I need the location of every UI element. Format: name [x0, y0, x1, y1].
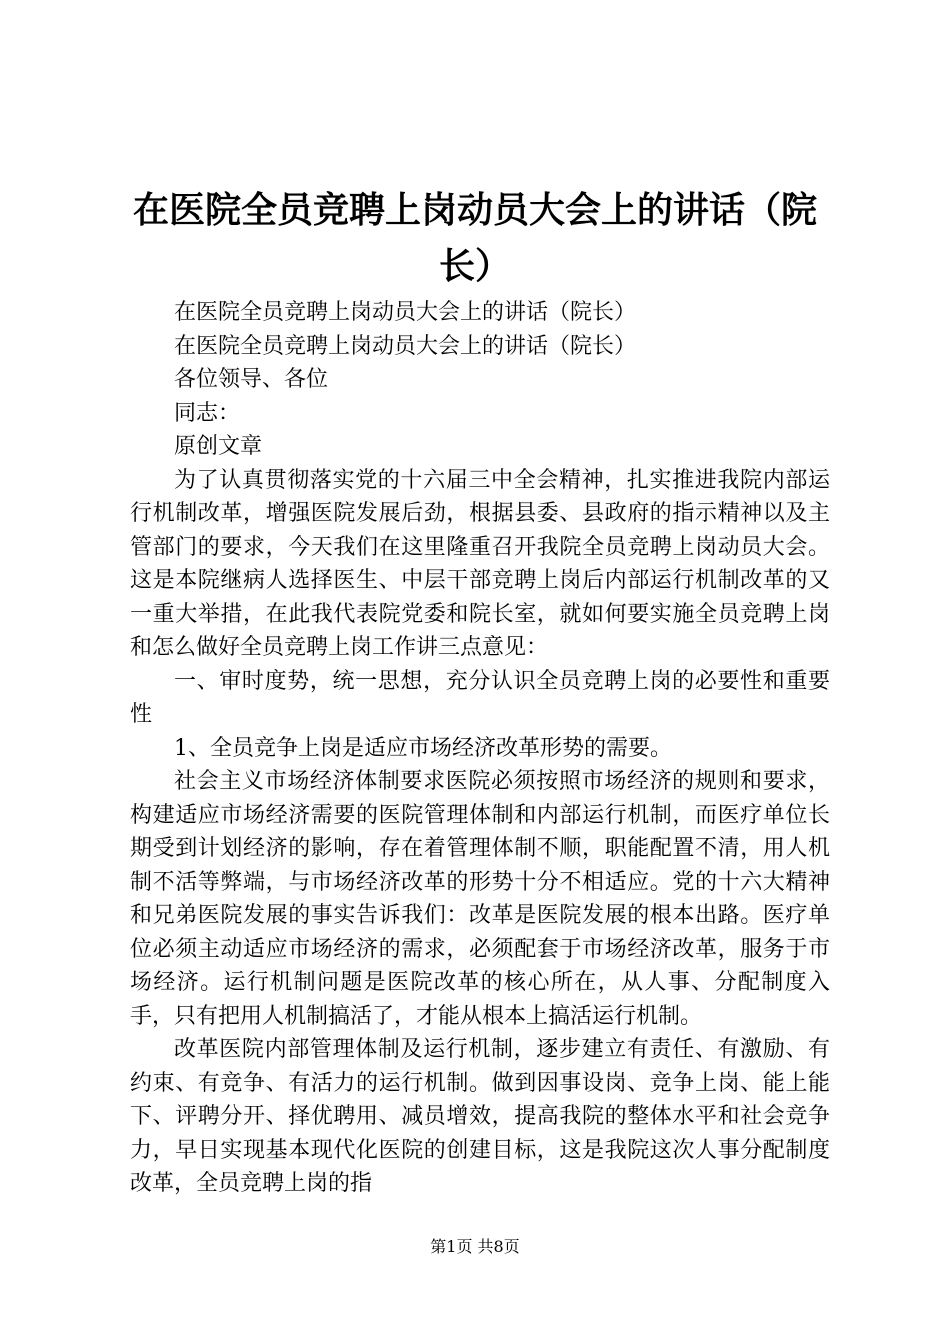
document-title: 在医院全员竞聘上岗动员大会上的讲话（院长） — [132, 189, 817, 287]
paragraph-subtitle-2: 在医院全员竞聘上岗动员大会上的讲话（院长） — [174, 333, 637, 359]
paragraph-original-note: 原创文章 — [174, 434, 263, 459]
paragraph-body-1: 社会主义市场经济体制要求医院必须按照市场经济的规则和要求，构建适应市场经济需要的医院管理体制和内部运行机制，而医疗单位长期受到计划经济的影响，存在着管理体制不顺，职能配置不清，用人机制不活等弊端，与市场经济改革的形势十分不相适应。党的十六大精神和兄弟医院发展的事实告诉我们：改革是医院发展的根本出路。医疗单位必须主动适应市场经济的需求，必须配套于市场经济改革，服务于市场经济。运行机制问题是医院改革的核心所在，从人事、分配制度入手，只有把用人机制搞活了，才能从根本上搞活运行机制。 — [130, 769, 830, 1029]
paragraph-section-heading: 一、审时度势，统一思想，充分认识全员竞聘上岗的必要性和重要性 — [130, 668, 830, 727]
paragraph-salutation-cont: 同志： — [174, 400, 241, 426]
page-footer: 第1页 共8页 — [430, 1237, 520, 1256]
paragraph-salutation: 各位领导、各位 — [174, 367, 329, 392]
paragraph-subtitle-1: 在医院全员竞聘上岗动员大会上的讲话（院长） — [174, 300, 637, 325]
paragraph-intro: 为了认真贯彻落实党的十六届三中全会精神，扎实推进我院内部运行机制改革，增强医院发展后劲，根据县委、县政府的指示精神以及主管部门的要求，今天我们在这里隆重召开我院全员竞聘上岗动员大会。这是本院继病人选择医生、中层干部竞聘上岗后内部运行机制改革的又一重大举措，在此我代表院党委和院长室，就如何要实施全员竞聘上岗和怎么做好全员竞聘上岗工作讲三点意见： — [130, 467, 830, 660]
paragraph-point-1: 1、全员竞争上岗是适应市场经济改革形势的需要。 — [174, 735, 672, 761]
document-body — [130, 296, 830, 1201]
paragraph-body-2: 改革医院内部管理体制及运行机制，逐步建立有责任、有激励、有约束、有竞争、有活力的运行机制。做到因事设岗、竞争上岗、能上能下、评聘分开、择优聘用、减员增效，提高我院的整体水平和社会竞争力，早日实现基本现代化医院的创建目标，这是我院这次人事分配制度改革，全员竞聘上岗的指 — [130, 1037, 830, 1196]
